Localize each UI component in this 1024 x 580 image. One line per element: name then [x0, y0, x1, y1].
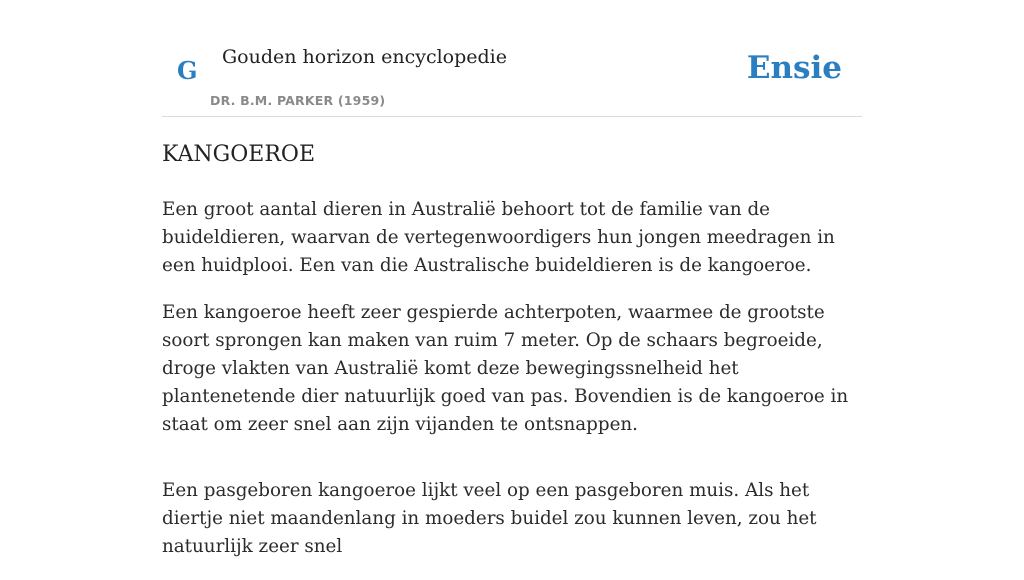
- book-logo[interactable]: G: [177, 56, 198, 85]
- book-title-link[interactable]: Gouden horizon encyclopedie: [222, 46, 507, 68]
- article-paragraph: Een groot aantal dieren in Australië behoort tot de familie van de buideldieren, waarvan de vertegenwoordigers hun jongen meedragen in een huidplooi. Een van die Australische buideldieren is de kangoeroe.: [162, 199, 835, 276]
- article-body: [162, 138, 866, 580]
- page-header: [162, 0, 862, 117]
- article-title: KANGOEROE: [162, 142, 316, 167]
- article-paragraph: Een kangoeroe heeft zeer gespierde achterpoten, waarmee de grootste soort sprongen kan maken van ruim 7 meter. Op de schaars begroeide, droge vlakten van Australië komt deze bewegingssnelheid het plantenetende dier natuurlijk goed van pas. Bovendien is de kangoeroe in staat om zeer snel aan zijn vijanden te ontsnappen.: [162, 302, 849, 435]
- article-paragraph: Een pasgeboren kangoeroe lijkt veel op een pasgeboren muis. Als het diertje niet maandenlang in moeders buidel zou kunnen leven, zou het natuurlijk zeer snel: [162, 480, 817, 557]
- ensie-logo[interactable]: Ensie: [746, 50, 842, 86]
- book-author: DR. B.M. PARKER (1959): [210, 93, 386, 108]
